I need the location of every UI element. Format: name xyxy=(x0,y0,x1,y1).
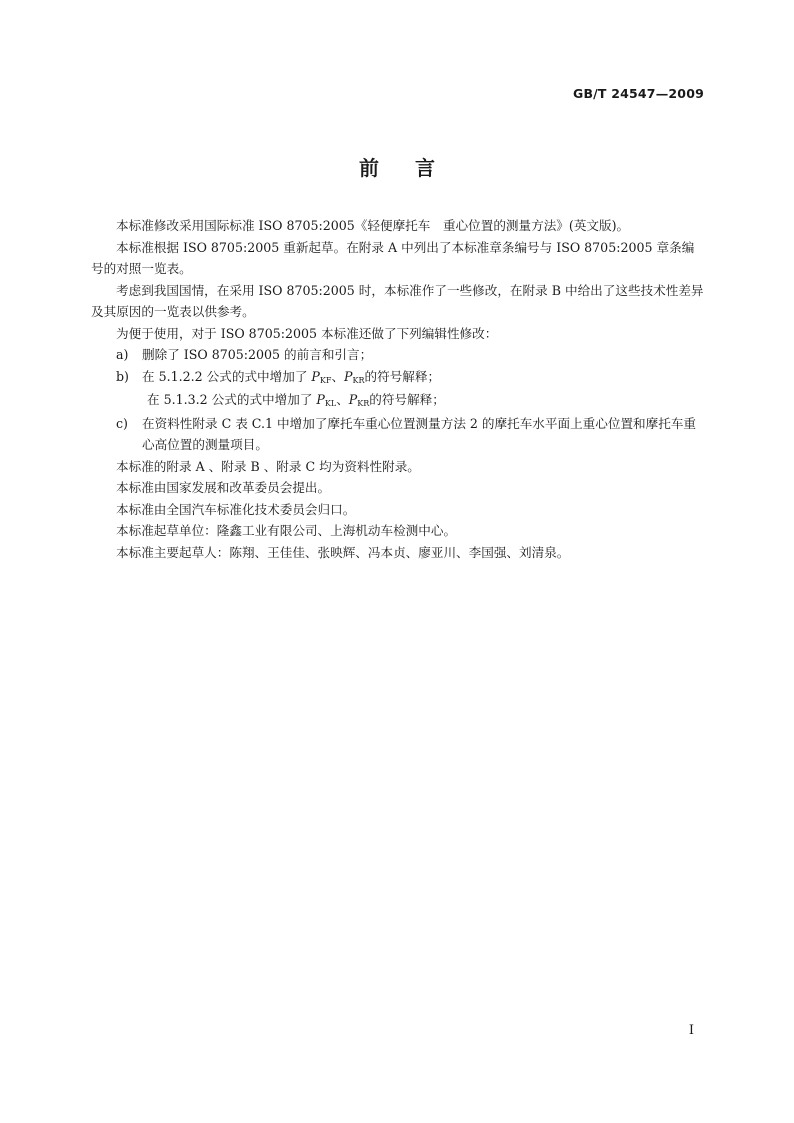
list-text: 在 5.1.2.2 公式的式中增加了 $P_{KF}$、$P_{KR}$的符号解释； xyxy=(142,368,441,385)
list-marker: c) xyxy=(116,415,128,431)
page-number: I xyxy=(688,1023,694,1038)
paragraph-technical-differences: 考虑到我国国情，在采用 ISO 8705:2005 时，本标准作了一些修改，在附录 B 中给出了这些技术性差异及其原因的一览表以供参考。 xyxy=(91,282,704,319)
list-text: 在资料性附录 C 表 C.1 中增加了摩托车重心位置测量方法 2 的摩托车水平面上重心位置和摩托车重心高位置的测量项目。 xyxy=(142,415,697,452)
paragraph-drafters: 本标准主要起草人：陈翔、王佳佳、张映辉、冯本贞、廖亚川、李国强、刘清泉。 xyxy=(116,544,570,560)
list-item xyxy=(91,413,705,456)
standard-code: GB/T 24547—2009 xyxy=(572,86,704,101)
page-title: 前言 xyxy=(359,156,471,180)
list-marker: a) xyxy=(116,347,129,362)
list-item xyxy=(91,366,705,390)
paragraph-drafting-basis: 本标准根据 ISO 8705:2005 重新起草。在附录 A 中列出了本标准章条编号与 ISO 8705:2005 章条编号的对照一览表。 xyxy=(91,239,695,276)
paragraph-committee: 本标准由全国汽车标准化技术委员会归口。 xyxy=(116,501,356,517)
list-item-continuation: 在 5.1.3.2 公式的式中增加了 $P_{KL}$、$P_{KR}$的符号解释； xyxy=(147,392,445,408)
foreword-body xyxy=(91,215,705,563)
paragraph-proposer: 本标准由国家发展和改革委员会提出。 xyxy=(116,480,331,495)
list-marker: b) xyxy=(116,368,129,384)
paragraph-adoption: 本标准修改采用国际标准 ISO 8705:2005《轻便摩托车 重心位置的测量方法》(英文版)。 xyxy=(116,218,630,233)
paragraph-annexes: 本标准的附录 A 、附录 B 、附录 C 均为资料性附录。 xyxy=(116,458,420,474)
paragraph-editorial-intro: 为便于使用，对于 ISO 8705:2005 本标准还做了下列编辑性修改： xyxy=(116,325,498,341)
paragraph-drafting-units: 本标准起草单位：隆鑫工业有限公司、上海机动车检测中心。 xyxy=(116,523,457,538)
list-item xyxy=(91,344,705,366)
list-text: 删除了 ISO 8705:2005 的前言和引言； xyxy=(142,347,373,362)
